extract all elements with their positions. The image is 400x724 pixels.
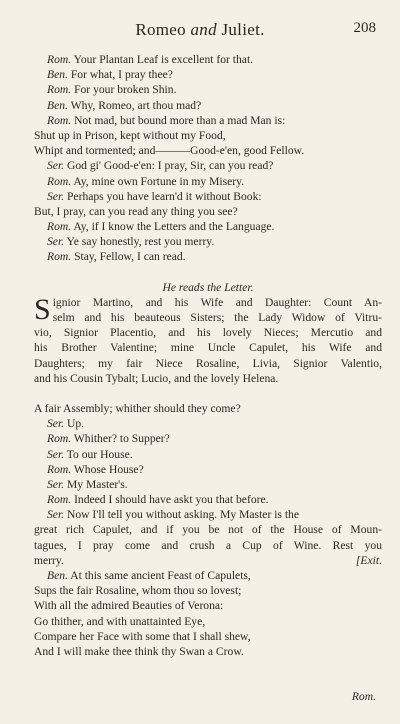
line-text: Now I'll tell you without asking. My Master is the — [66, 508, 299, 522]
line-text: A fair Assembly; whither should they come? — [34, 401, 241, 415]
line-text: Not mad, but bound more than a mad Man is: — [74, 113, 286, 127]
line-text: Go thither, and with unattainted Eye, — [34, 614, 206, 628]
prose-lines — [34, 522, 382, 552]
merry-text: merry. — [34, 553, 64, 567]
line-text: To our House. — [66, 447, 133, 461]
prose-line: tagues, I pray come and crush a Cup of Wine. Rest you — [34, 538, 382, 552]
text-line — [34, 113, 382, 128]
line-text: My Master's. — [66, 477, 128, 491]
spacer — [34, 674, 382, 689]
line-text: Whither? to Supper? — [73, 432, 170, 446]
text-line — [34, 583, 382, 598]
dialogue-block-3 — [34, 568, 382, 659]
text-line — [34, 98, 382, 113]
text-line — [34, 598, 382, 613]
speaker-name: Ser. — [47, 235, 65, 249]
speaker-name: Rom. — [47, 462, 72, 476]
text-line — [34, 507, 382, 522]
speaker-name: Rom. — [47, 493, 72, 507]
text-line — [34, 644, 382, 659]
text-line — [34, 204, 382, 219]
line-text: Stay, Fellow, I can read. — [74, 250, 186, 264]
merry-line — [34, 553, 382, 568]
line-text: God gi' Good-e'en: I pray, Sir, can you read? — [66, 159, 274, 173]
text-line — [34, 447, 382, 462]
line-text: For your broken Shin. — [74, 83, 177, 97]
exit-direction: [Exit. — [355, 553, 382, 567]
speaker-name: Rom. — [47, 432, 72, 446]
text-line — [34, 462, 382, 477]
line-text: Indeed I should have askt you that before. — [74, 493, 269, 507]
speaker-name: Rom. — [47, 113, 72, 127]
text-line — [34, 614, 382, 629]
prose-line: great rich Capulet, and if you be not of the House of Moun- — [34, 523, 382, 537]
title-and: and — [190, 20, 217, 39]
speaker-name: Rom. — [47, 83, 72, 97]
page-number: 208 — [353, 20, 376, 36]
stage-direction: He reads the Letter. — [162, 280, 254, 294]
line-text: Ay, mine own Fortune in my Misery. — [73, 174, 245, 188]
dialogue-block-2 — [34, 401, 382, 523]
title-romeo: Romeo — [135, 20, 186, 39]
line-text: But, I pray, can you read any thing you see? — [34, 204, 238, 218]
line-text: Up. — [66, 417, 85, 431]
text-line — [34, 477, 382, 492]
speaker-name: Rom. — [47, 53, 72, 66]
speaker-name: Ben. — [47, 98, 68, 112]
letter-line: and his Cousin Tybalt; Lucio, and the lovely Helena. — [34, 371, 279, 385]
speaker-name: Ser. — [47, 447, 65, 461]
line-text: Ye say honestly, rest you merry. — [66, 235, 215, 249]
spacer — [34, 659, 382, 674]
speaker-name: Rom. — [47, 220, 72, 234]
spacer — [34, 386, 382, 401]
text-line — [34, 143, 382, 158]
text-line — [34, 158, 382, 173]
text-line — [34, 401, 382, 416]
speaker-name: Ser. — [47, 417, 65, 431]
line-text: Why, Romeo, art thou mad? — [70, 98, 202, 112]
speaker-name: Ben. — [47, 569, 68, 582]
text-body — [34, 52, 382, 704]
dialogue-block-1 — [34, 52, 382, 265]
line-text: And I will make thee think thy Swan a Crow. — [34, 644, 244, 658]
line-text: Shut up in Prison, kept without my Food, — [34, 128, 226, 142]
speaker-name: Ser. — [47, 189, 65, 203]
line-text: Sups the fair Rosaline, whom thou so lovest; — [34, 584, 242, 598]
title-juliet: Juliet. — [221, 20, 265, 39]
letter-line: vio, Signior Placentio, and his lovely Nieces; Mercutio and — [34, 326, 382, 340]
line-text: Compare her Face with some that I shall shew, — [34, 629, 251, 643]
text-line — [34, 82, 382, 97]
line-text: With all the admired Beauties of Verona: — [34, 599, 224, 613]
speaker-name: Rom. — [47, 250, 72, 264]
drop-cap: S — [34, 292, 51, 326]
speaker-name: Ben. — [47, 68, 68, 82]
line-text: Whipt and tormented; and———Good-e'en, good Fellow. — [34, 144, 305, 158]
running-title — [0, 20, 400, 40]
letter-line: his Brother Valentine; mine Uncle Capulet, his Wife and — [34, 341, 382, 355]
line-text: Your Plantan Leaf is excellent for that. — [73, 53, 254, 66]
speaker-name: Ser. — [47, 159, 65, 173]
text-line — [34, 128, 382, 143]
line-text: Perhaps you have learn'd it without Book: — [66, 189, 262, 203]
text-line — [34, 431, 382, 446]
speaker-name: Rom. — [47, 174, 72, 188]
letter-line: ignior Martino, and his Wife and Daughter: Count An- — [52, 295, 382, 309]
text-line — [34, 629, 382, 644]
text-line — [34, 67, 382, 82]
letter-lines — [34, 292, 382, 386]
text-line — [34, 492, 382, 507]
line-text: Ay, if I know the Letters and the Language. — [73, 220, 275, 234]
text-line — [34, 249, 382, 264]
text-line — [34, 568, 382, 583]
speaker-name: Ser. — [47, 508, 65, 522]
speaker-name: Ser. — [47, 477, 65, 491]
letter-line: Daughters; my fair Niece Rosaline, Livia, Signior Valentio, — [34, 356, 382, 370]
text-line — [34, 52, 382, 67]
line-text: At this same ancient Feast of Capulets, — [70, 569, 251, 582]
line-text: Whose House? — [73, 462, 144, 476]
text-line — [34, 234, 382, 249]
text-line — [34, 189, 382, 204]
spacer — [34, 265, 382, 280]
catchword: Rom. — [351, 690, 376, 704]
letter-text — [34, 292, 382, 386]
text-line — [34, 174, 382, 189]
line-text: For what, I pray thee? — [70, 68, 173, 82]
running-header — [0, 20, 400, 42]
text-line — [34, 416, 382, 431]
letter-line: selm and his beauteous Sisters; the Lady Widow of Vitru- — [52, 311, 382, 324]
text-line — [34, 219, 382, 234]
